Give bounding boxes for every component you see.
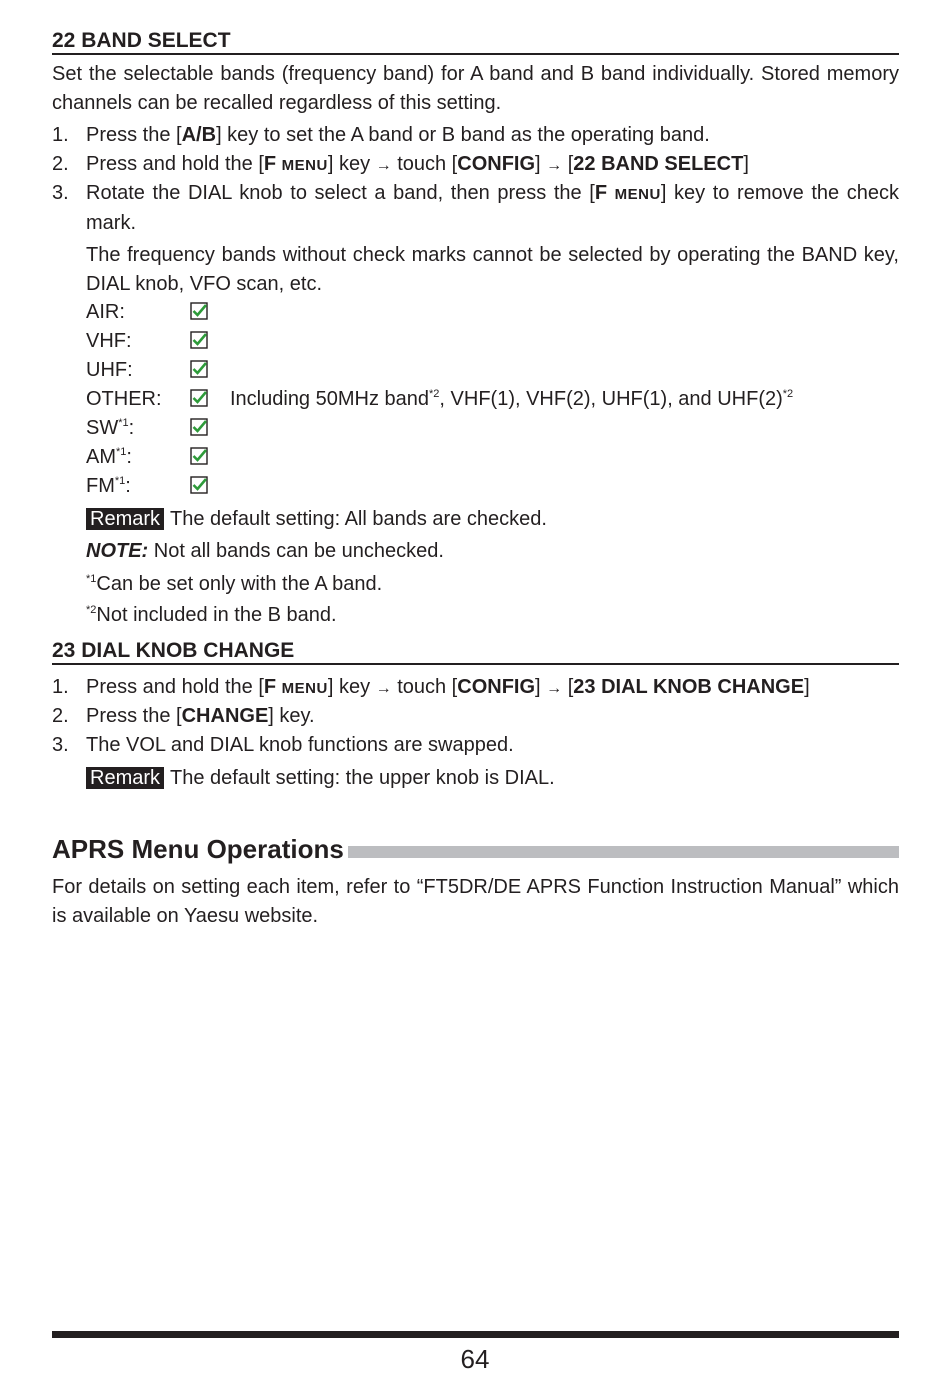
aprs-heading: APRS Menu Operations — [52, 834, 348, 864]
step-number: 1. — [52, 124, 69, 146]
step-number: 1. — [52, 676, 69, 698]
remark-line: Remark The default setting: All bands are checked. — [86, 505, 899, 534]
band-vhf-label: VHF: — [86, 330, 132, 352]
section-22-intro: Set the selectable bands (frequency band) for A band and B band individually. Stored memory channels can be recalled regardless of this setting. — [52, 63, 899, 114]
aprs-heading-block — [52, 834, 899, 864]
band-uhf-label: UHF: — [86, 359, 133, 381]
band-explanation: The frequency bands without check marks cannot be selected by operating the BAND key, DIAL knob, VFO scan, etc. — [86, 244, 899, 295]
page-number: 64 — [460, 1344, 490, 1374]
checkbox-checked-icon[interactable] — [190, 302, 208, 320]
band-fm-label: FM$^{*1}$: — [86, 475, 131, 497]
remark-line: Remark The default setting: the upper knob is DIAL. — [86, 764, 899, 793]
aprs-body: For details on setting each item, refer to “FT5DR/DE APRS Function Instruction Manual” which is available on Yaesu website. — [52, 876, 899, 927]
band-sw-label: SW$^{*1}$: — [86, 417, 135, 439]
checkbox-checked-icon[interactable] — [190, 331, 208, 349]
band-am-label: AM$^{*1}$: — [86, 446, 132, 468]
step-3-text: Rotate the DIAL knob to select a band, then press the [F MENU] key to remove the check mark. — [86, 182, 899, 234]
step-number: 2. — [52, 705, 69, 727]
note-line: NOTE: Not all bands can be unchecked. — [86, 540, 444, 562]
step-3-text: The VOL and DIAL knob functions are swapped. — [86, 734, 514, 756]
footer-rule — [52, 1331, 899, 1338]
checkbox-checked-icon[interactable] — [190, 418, 208, 436]
step-1-text: Press and hold the [F MENU] key → touch [CONFIG] → [23 DIAL KNOB CHANGE] — [86, 676, 810, 698]
step-1-text: Press the [A/B] key to set the A band or B band as the operating band. — [86, 124, 710, 146]
step-number: 2. — [52, 153, 69, 175]
remark-badge: Remark — [86, 508, 164, 530]
checkbox-checked-icon[interactable] — [190, 389, 208, 407]
band-air-label: AIR: — [86, 301, 125, 323]
footnote-1: $^{*1}$Can be set only with the A band. — [86, 573, 383, 595]
step-2-text: Press the [CHANGE] key. — [86, 705, 315, 727]
checkbox-checked-icon[interactable] — [190, 476, 208, 494]
checkbox-checked-icon[interactable] — [190, 360, 208, 378]
step-2-text: Press and hold the [F MENU] key → touch [CONFIG] → [22 BAND SELECT] — [86, 153, 749, 175]
step-number: 3. — [52, 182, 69, 204]
arrow-right-icon: → — [546, 157, 563, 174]
remark-badge: Remark — [86, 767, 164, 789]
other-band-note: Including 50MHz band$^{*2}$, VHF(1), VHF(2), UHF(1), and $UHF(2)^{*2}$ — [230, 388, 794, 410]
arrow-right-icon: → — [546, 680, 563, 697]
section-23-heading: 23 DIAL KNOB CHANGE — [52, 640, 899, 665]
arrow-right-icon: → — [375, 157, 392, 174]
checkbox-checked-icon[interactable] — [190, 447, 208, 465]
step-number: 3. — [52, 734, 69, 756]
footnote-2: $^{*2}$Not included in the B band. — [86, 604, 337, 626]
arrow-right-icon: → — [375, 680, 392, 697]
key-ab: A/B — [181, 124, 217, 146]
section-22-heading: 22 BAND SELECT — [52, 30, 899, 55]
band-other-label: OTHER: — [86, 388, 162, 410]
